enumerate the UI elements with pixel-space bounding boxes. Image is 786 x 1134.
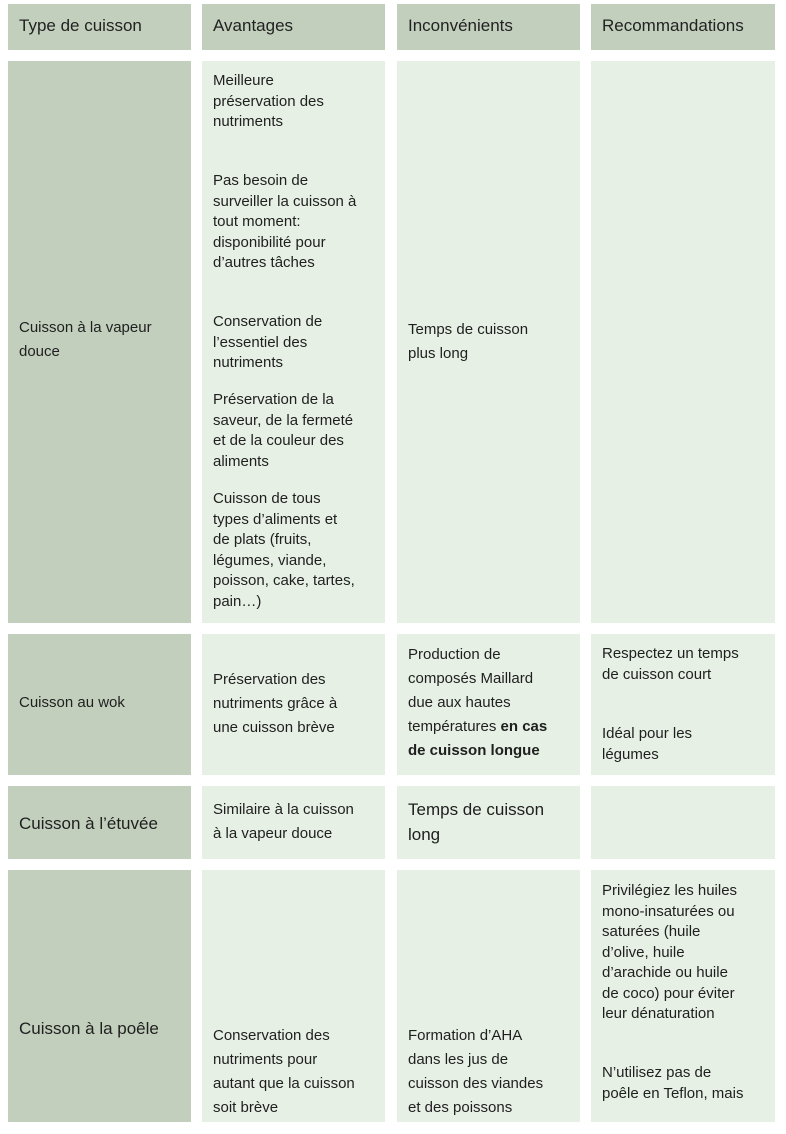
header-inconvenients: Inconvénients <box>397 4 580 50</box>
header-recommandations: Recommandations <box>591 4 775 50</box>
row-etuvee-type: Cuisson à l’étuvée <box>8 786 191 859</box>
avantage-item: Préservation de la saveur, de la fermeté et de la couleur des aliments <box>213 391 354 470</box>
row-vapeur-avantages <box>202 61 385 623</box>
row-etuvee-recommandations <box>591 786 775 859</box>
row-wok-recommandations: Respectez un temps de cuisson court Idéal pour les légumes <box>591 634 775 775</box>
row-wok-inconvenients: Production de composés Maillard due aux hautes températures en cas de cuisson longue <box>397 634 580 775</box>
row-poele-type: Cuisson à la poêle <box>8 870 191 1122</box>
row-etuvee-inconvenients: Temps de cuisson long <box>397 786 580 859</box>
row-wok-avantages: Préservation des nutriments grâce à une cuisson brève <box>202 634 385 775</box>
header-type: Type de cuisson <box>8 4 191 50</box>
row-poele-recommandations: Privilégiez les huiles mono-insaturées ou saturées (huile d’olive, huile d’arachide ou huile de coco) pour éviter leur dénaturation N’utilisez pas de poêle en Teflon, mais <box>591 870 775 1122</box>
avantage-item: Cuisson de tous types d’aliments et de plats (fruits, légumes, viande, poisson, cake, tartes, pain…) <box>213 490 355 610</box>
row-poele-avantages: Conservation des nutriments pour autant que la cuisson soit brève <box>202 870 385 1122</box>
avantage-item: Meilleure préservation des nutriments <box>213 72 324 130</box>
row-etuvee-avantages: Similaire à la cuisson à la vapeur douce <box>202 786 385 859</box>
header-avantages: Avantages <box>202 4 385 50</box>
avantage-item: Pas besoin de surveiller la cuisson à tout moment: disponibilité pour d’autres tâches <box>213 172 357 271</box>
avantage-item: Conservation de l’essentiel des nutriments <box>213 313 323 371</box>
row-vapeur-inconvenients: Temps de cuisson plus long <box>397 61 580 623</box>
row-poele-inconvenients: Formation d’AHA dans les jus de cuisson des viandes et des poissons <box>397 870 580 1122</box>
row-vapeur-recommandations <box>591 61 775 623</box>
row-wok-type: Cuisson au wok <box>8 634 191 775</box>
row-vapeur-type: Cuisson à la vapeur douce <box>8 61 191 623</box>
